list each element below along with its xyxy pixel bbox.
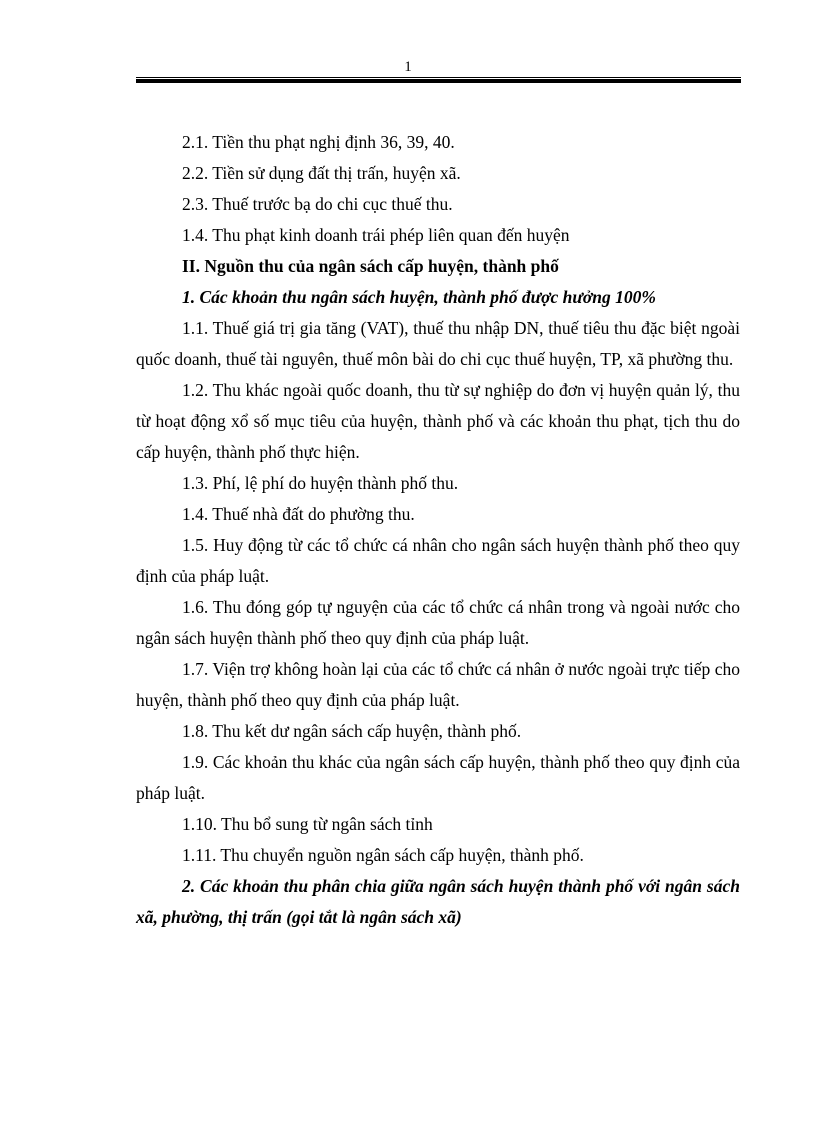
section-heading-ii: II. Nguồn thu của ngân sách cấp huyện, thành phố — [182, 256, 559, 276]
paragraph-2-2: 2.2. Tiền sử dụng đất thị trấn, huyện xã. — [182, 163, 461, 183]
paragraph-1-11: 1.11. Thu chuyển nguồn ngân sách cấp huyện, thành phố. — [182, 845, 584, 865]
paragraph-1-9: 1.9. Các khoản thu khác của ngân sách cấp huyện, thành phố theo quy định của pháp luật. — [136, 752, 740, 803]
page-number: 1 — [404, 59, 412, 75]
paragraph-1-3: 1.3. Phí, lệ phí do huyện thành phố thu. — [182, 473, 459, 493]
subsection-heading-2: 2. Các khoản thu phân chia giữa ngân sách huyện thành phố với ngân sách xã, phường, thị trấn (gọi tắt là ngân sách xã) — [136, 876, 740, 927]
paragraph-2-1: 2.1. Tiền thu phạt nghị định 36, 39, 40. — [182, 132, 455, 152]
paragraph-1-5: 1.5. Huy động từ các tổ chức cá nhân cho ngân sách huyện thành phố theo quy định của pháp luật. — [136, 535, 740, 586]
header-rule — [136, 77, 741, 83]
subsection-heading-1: 1. Các khoản thu ngân sách huyện, thành phố được hưởng 100% — [182, 287, 656, 307]
paragraph-1-10: 1.10. Thu bổ sung từ ngân sách tỉnh — [182, 814, 433, 834]
paragraph-1-7: 1.7. Viện trợ không hoàn lại của các tổ chức cá nhân ở nước ngoài trực tiếp cho huyện, thành phố theo quy định của pháp luật. — [136, 659, 740, 710]
paragraph-1-6: 1.6. Thu đóng góp tự nguyện của các tổ chức cá nhân trong và ngoài nước cho ngân sách huyện thành phố theo quy định của pháp luật. — [136, 597, 740, 648]
paragraph-1-2: 1.2. Thu khác ngoài quốc doanh, thu từ sự nghiệp do đơn vị huyện quản lý, thu từ hoạt động xổ số mục tiêu của huyện, thành phố và các khoản thu phạt, tịch thu do cấp huyện, thành phố thực hiện. — [136, 380, 740, 462]
paragraph-1-4: 1.4. Thuế nhà đất do phường thu. — [182, 504, 415, 524]
paragraph-2-3: 2.3. Thuế trước bạ do chi cục thuế thu. — [182, 194, 453, 214]
paragraph-1-4-penalty: 1.4. Thu phạt kinh doanh trái phép liên quan đến huyện — [182, 225, 570, 245]
document-body — [136, 127, 740, 933]
paragraph-1-8: 1.8. Thu kết dư ngân sách cấp huyện, thành phố. — [182, 721, 522, 741]
paragraph-1-1: 1.1. Thuế giá trị gia tăng (VAT), thuế thu nhập DN, thuế tiêu thu đặc biệt ngoài quốc doanh, thuế tài nguyên, thuế môn bài do chi cục thuế huyện, TP, xã phường thu. — [136, 318, 740, 369]
